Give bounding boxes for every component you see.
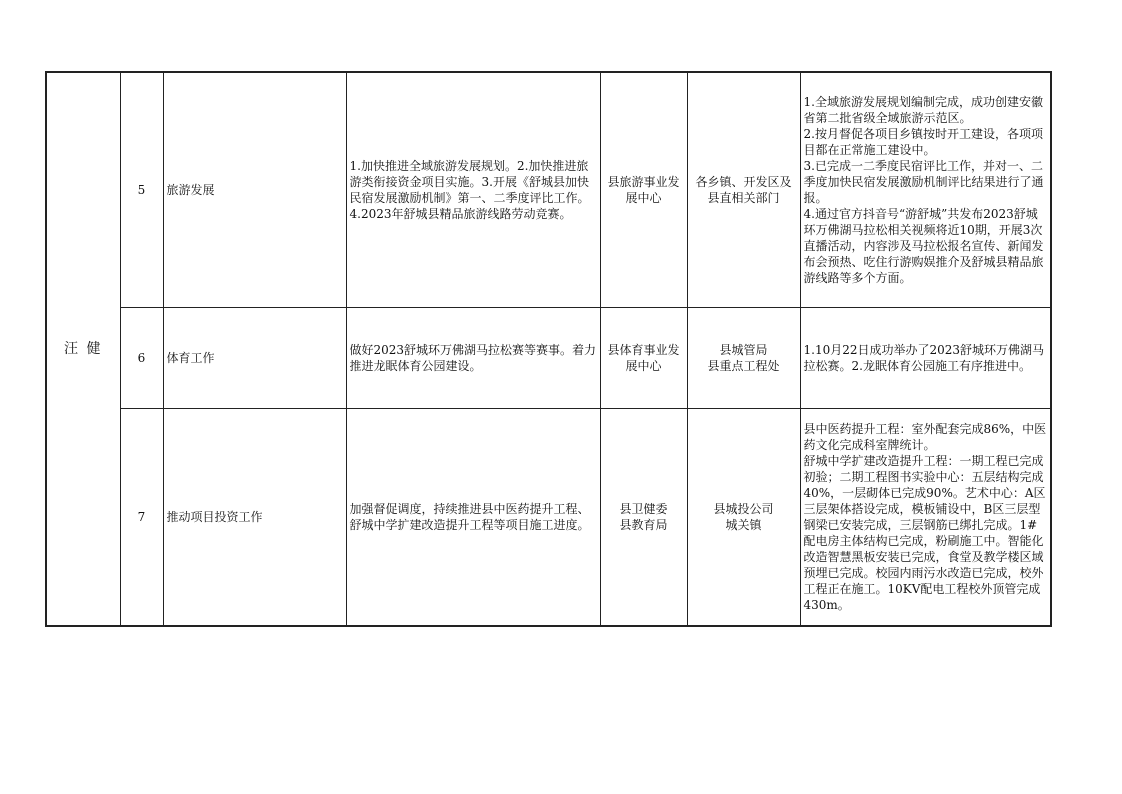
assist-unit xyxy=(687,72,800,307)
work-item: 推动项目投资工作 xyxy=(163,408,346,626)
row-number: 7 xyxy=(120,408,163,626)
table-row xyxy=(46,307,1051,408)
leader-name: 汪 健 xyxy=(46,72,120,626)
progress-paragraph: 3.已完成一二季度民宿评比工作，并对一、二季度加快民宿发展激励机制评比结果进行了通报。 xyxy=(803,158,1044,205)
assist-unit-name: 县城投公司 xyxy=(713,501,774,516)
assist-unit xyxy=(687,408,800,626)
work-task: 1.加快推进全域旅游发展规划。2.加快推进旅游类衔接资金项目实施。3.开展《舒城县加快民宿发展激励机制》第一、二季度评比工作。4.2023年舒城县精品旅游线路劳动竞赛。 xyxy=(346,72,600,307)
progress-paragraph: 4.通过官方抖音号“游舒城”共发布2023舒城环万佛湖马拉松相关视频将近10期，开展3次直播活动，内容涉及马拉松报名宣传、新闻发布会预热、吃住行游购娱推介及舒城县精品旅游线路等多个方面。 xyxy=(803,206,1044,285)
lead-unit-name: 县体育事业发展中心 xyxy=(607,342,680,373)
progress-cell xyxy=(800,72,1051,307)
lead-unit xyxy=(600,307,687,408)
table-row xyxy=(46,72,1051,307)
lead-unit xyxy=(600,72,687,307)
assist-unit-name: 县重点工程处 xyxy=(707,358,780,373)
row-number: 6 xyxy=(120,307,163,408)
progress-paragraph: 县中医药提升工程：室外配套完成86%，中医药文化完成科室牌统计。 xyxy=(803,421,1047,452)
lead-unit-name: 县旅游事业发展中心 xyxy=(607,174,680,205)
table-row xyxy=(46,408,1051,626)
assist-unit-name: 县城管局 xyxy=(719,342,768,357)
assist-unit-name: 各乡镇、开发区及县直相关部门 xyxy=(695,174,792,205)
work-table xyxy=(45,71,1052,627)
work-item: 旅游发展 xyxy=(163,72,346,307)
assist-unit-name: 城关镇 xyxy=(725,517,762,532)
lead-unit xyxy=(600,408,687,626)
row-number: 5 xyxy=(120,72,163,307)
work-task: 做好2023舒城环万佛湖马拉松赛等赛事。着力推进龙眠体育公园建设。 xyxy=(346,307,600,408)
work-task: 加强督促调度，持续推进县中医药提升工程、舒城中学扩建改造提升工程等项目施工进度。 xyxy=(346,408,600,626)
progress-paragraph: 舒城中学扩建改造提升工程：一期工程已完成初验；二期工程图书实验中心：五层结构完成40%，一层砌体已完成90%。艺术中心：A区三层架体搭设完成，模板铺设中，B区三层型钢梁已安装完成，三层钢筋已绑扎完成。1#配电房主体结构已完成，粉刷施工中。智能化改造智慧黑板安装已完成，食堂及教学楼区域预埋已完成。校园内雨污水改造已完成，校外工程正在施工。10KV配电工程校外顶管完成430m。 xyxy=(803,453,1046,612)
work-item: 体育工作 xyxy=(163,307,346,408)
progress-cell xyxy=(800,307,1051,408)
progress-paragraph: 1.10月22日成功举办了2023舒城环万佛湖马拉松赛。2.龙眠体育公园施工有序推进中。 xyxy=(803,342,1045,373)
progress-paragraph: 2.按月督促各项目乡镇按时开工建设，各项项目都在正常施工建设中。 xyxy=(803,126,1043,157)
progress-cell xyxy=(800,408,1051,626)
assist-unit xyxy=(687,307,800,408)
lead-unit-name: 县教育局 xyxy=(619,517,668,532)
lead-unit-name: 县卫健委 xyxy=(619,501,668,516)
progress-paragraph: 1.全域旅游发展规划编制完成，成功创建安徽省第二批省级全域旅游示范区。 xyxy=(803,94,1043,125)
